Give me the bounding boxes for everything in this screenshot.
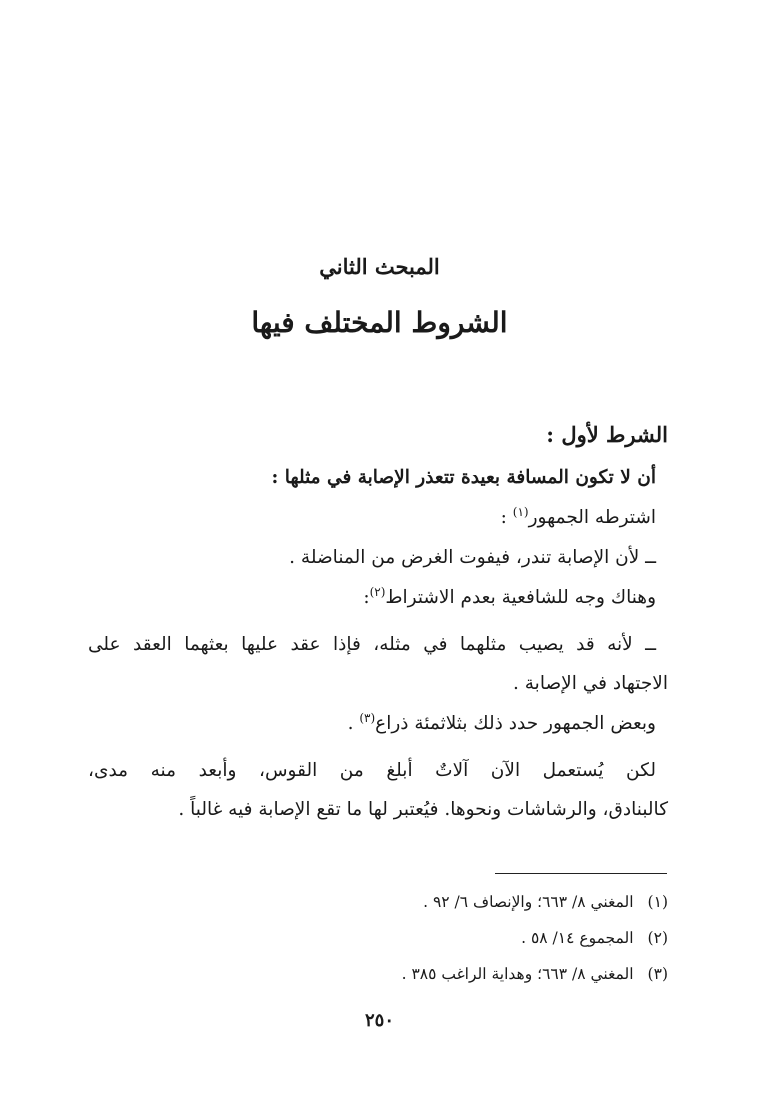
paragraph-reason-2-line2: الاجتهاد في الإصابة .: [512, 673, 668, 694]
footnote-text: المجموع ١٤/ ٥٨ .: [521, 929, 634, 947]
footnote-number: (١): [647, 893, 668, 911]
footnotes: [200, 884, 668, 992]
paragraph-reason: ــ لأن الإصابة تندر، فيفوت الغرض من المناضلة .: [289, 547, 656, 568]
footnote-item: [200, 884, 668, 920]
footnote-number: (٣): [647, 965, 668, 983]
condition-heading: الشرط لأول :: [546, 422, 668, 447]
paragraph-punct: :: [363, 587, 370, 608]
paragraph-reason-2-line1: ــ لأنه قد يصيب مثلهما في مثله، فإذا عقد عليها بعثهما العقد على: [88, 634, 656, 655]
footnote-number: (٢): [647, 929, 668, 947]
footnote-ref-2: (٢): [369, 584, 386, 599]
paragraph-modern-line1: لكن يُستعمل الآن آلاتٌ أبلغ من القوس، وأبعد منه مدى،: [88, 760, 656, 781]
paragraph-text: وبعض الجمهور حدد ذلك بثلاثمئة ذراع: [375, 713, 656, 734]
paragraph-distance: [88, 704, 668, 744]
paragraph-modern-line2: كالبنادق، والرشاشات ونحوها. فيُعتبر لها ما تقع الإصابة فيه غالباً .: [178, 799, 668, 820]
footnote-item: [200, 920, 668, 956]
condition-statement: أن لا تكون المسافة بعيدة تتعذر الإصابة في مثلها :: [271, 467, 656, 488]
paragraph-punct: .: [347, 713, 354, 734]
footnote-item: [200, 956, 668, 992]
paragraph-shafii: [88, 578, 668, 618]
section-title: الشروط المختلف فيها: [251, 306, 508, 339]
footnote-text: المغني ٨/ ٦٦٣؛ وهداية الراغب ٣٨٥ .: [401, 965, 634, 983]
footnote-ref-3: (٣): [359, 710, 376, 725]
footnote-text: المغني ٨/ ٦٦٣؛ والإنصاف ٦/ ٩٢ .: [423, 893, 634, 911]
paragraph-text: وهناك وجه للشافعية بعدم الاشتراط: [385, 587, 656, 608]
footnote-ref-1: (١): [512, 504, 529, 519]
section-subtitle: المبحث الثاني: [319, 254, 440, 279]
page-number: ٢٥٠: [364, 1010, 394, 1031]
main-text: [88, 412, 668, 830]
paragraph-jumhur: [88, 498, 668, 538]
paragraph-text: اشترطه الجمهور: [528, 507, 656, 528]
paragraph-punct: :: [500, 507, 507, 528]
footnote-divider: [495, 873, 667, 874]
